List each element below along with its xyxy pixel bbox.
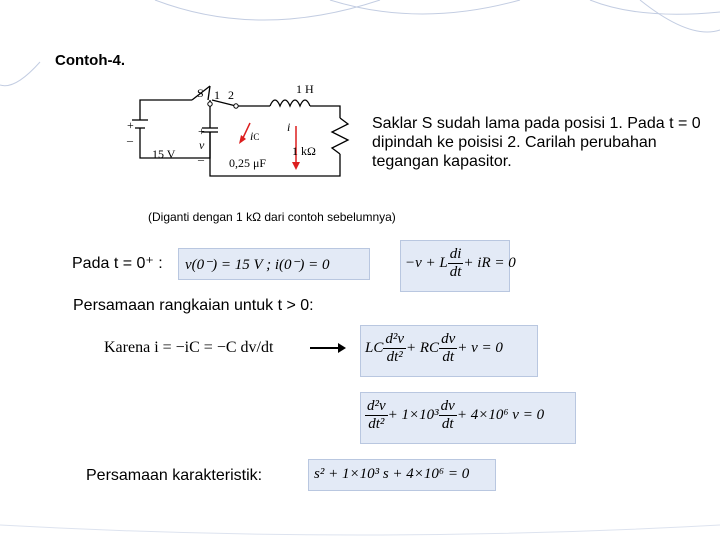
initial-equation-box bbox=[178, 248, 370, 280]
initial-equation: v(0⁻) = 15 V ; i(0⁻) = 0 bbox=[185, 257, 330, 273]
source-value: 15 V bbox=[152, 147, 176, 161]
eq3-num2: dv bbox=[440, 398, 455, 414]
eq2-term-b: + RC bbox=[406, 340, 440, 356]
second-order-equation-box bbox=[360, 325, 538, 377]
switch-contact-1 bbox=[208, 102, 212, 106]
eq2-term-a: LC bbox=[365, 340, 384, 356]
eq2-term-c: + v = 0 bbox=[457, 340, 503, 356]
characteristic-equation-box bbox=[308, 459, 496, 491]
eq3-den2: dt bbox=[441, 416, 454, 432]
resistor-value: 1 kΩ bbox=[292, 144, 316, 158]
kvl-equation-box bbox=[400, 240, 516, 292]
characteristic-label: Persamaan karakteristik: bbox=[86, 467, 263, 484]
eq3-term-b: + 1×10³ bbox=[387, 407, 439, 423]
eq2-den1: dt² bbox=[386, 349, 403, 365]
problem-statement: Saklar S sudah lama pada posisi 1. Pada t = 0 dipindah ke poisisi 2. Carilah perubahan tegangan kapasitor. bbox=[372, 115, 701, 170]
cap-voltage: v bbox=[199, 138, 205, 152]
cap-minus: – bbox=[198, 152, 204, 166]
kvl-den: dt bbox=[449, 264, 462, 280]
switch-pos1-label: 1 bbox=[214, 88, 220, 102]
eq2-num2: dv bbox=[441, 331, 456, 347]
switch-contact-2 bbox=[234, 104, 238, 108]
kvl-term-b: + iR = 0 bbox=[463, 255, 516, 271]
eq3-term-c: + 4×10⁶ v = 0 bbox=[456, 407, 545, 423]
arrow-right-icon bbox=[308, 341, 348, 355]
eq3-num1: d²v bbox=[367, 398, 386, 414]
eq2-num1: d²v bbox=[385, 331, 405, 347]
kvl-term-a: −v + L bbox=[405, 255, 448, 271]
note-text: (Diganti dengan 1 kΩ dari contoh sebelumnya) bbox=[148, 210, 396, 224]
karena-text: Karena i = −iC = −C dv/dt bbox=[104, 339, 274, 356]
switch-label: S bbox=[197, 86, 204, 100]
initial-label: Pada t = 0⁺ : bbox=[72, 255, 163, 272]
inductor-label: 1 H bbox=[296, 82, 314, 96]
source-minus: – bbox=[127, 133, 133, 147]
circuit-diagram bbox=[120, 78, 370, 188]
kvl-num: di bbox=[449, 246, 462, 262]
eq3-den1: dt² bbox=[368, 416, 385, 432]
cap-current-label: iC bbox=[250, 129, 260, 143]
circuit-equation-label: Persamaan rangkaian untuk t > 0: bbox=[73, 297, 314, 314]
cap-plus: + bbox=[198, 124, 205, 138]
loop-current-label: i bbox=[287, 120, 291, 134]
cap-value: 0,25 μF bbox=[229, 156, 267, 170]
numeric-equation-box bbox=[360, 392, 576, 444]
eq2-den2: dt bbox=[442, 349, 454, 365]
slide-title: Contoh-4. bbox=[55, 52, 125, 69]
characteristic-equation: s² + 1×10³ s + 4×10⁶ = 0 bbox=[314, 466, 470, 482]
source-plus: + bbox=[127, 118, 134, 132]
switch-pos2-label: 2 bbox=[228, 88, 234, 102]
